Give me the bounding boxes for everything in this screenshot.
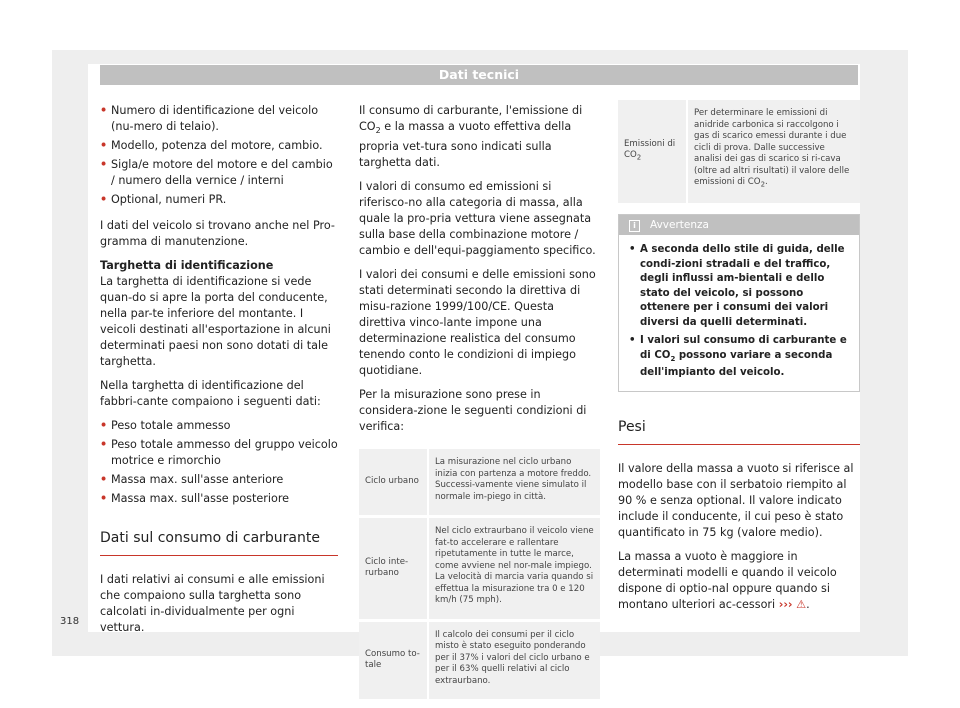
table-cell-text: Per determinare le emissioni di anidride carbonica si raccolgono i gas di scarico emessi durante i due cicli di prova. Dalle successive analisi dei gas di scarico si ri-cava (oltre ad altri risultati) il valore delle emissioni di $CO_2$. bbox=[688, 100, 860, 206]
table-cell-label: Ciclo inte-rurbano bbox=[359, 518, 429, 622]
warning-list bbox=[629, 243, 849, 381]
table-cell-label: Ciclo urbano bbox=[359, 449, 429, 518]
paragraph: I dati del veicolo si trovano anche nel Pro-gramma di manutenzione. bbox=[100, 219, 335, 248]
paragraph: La massa a vuoto è maggiore in determinati modelli e quando il veicolo dispone di optio-nal oppure quando si montano ulteriori ac-cessori ››› ⚠. bbox=[618, 549, 837, 611]
table-cell-label: Consumo to-tale bbox=[359, 622, 429, 703]
paragraph: Il valore della massa a vuoto si riferisce al modello base con il serbatoio riempito al 90 % e senza optional. Il valore indicato include il conducente, il cui peso è stato quantificato in 75 kg (valore medio). bbox=[618, 461, 854, 539]
warning-body bbox=[619, 235, 859, 391]
list-item: • Modello, potenza del motore, cambio. bbox=[100, 139, 323, 152]
vehicle-data-list bbox=[100, 103, 338, 208]
table-row bbox=[618, 100, 860, 206]
table-row bbox=[359, 622, 600, 703]
warning-header bbox=[619, 215, 859, 235]
paragraph: Nella targhetta di identificazione del fabbri-cante compaiono i seguenti dati: bbox=[100, 379, 321, 408]
page-number: 318 bbox=[60, 616, 80, 627]
paragraph: I valori dei consumi e delle emissioni sono stati determinati secondo la direttiva di misu-razione 1999/100/CE. Questa direttiva vinco-lante impone una determinazione realistica del consumo tenendo conto le condizioni di impiego quotidiane. bbox=[359, 268, 596, 378]
section-title-fuel-consumption: Dati sul consumo di carburante bbox=[100, 529, 338, 556]
list-item: • I valori sul consumo di carburante e di $CO_2$ possono variare a seconda dell'impianto del veicolo. bbox=[629, 335, 847, 379]
test-conditions-table bbox=[359, 449, 600, 702]
table-row bbox=[359, 518, 600, 622]
cross-reference-arrows[interactable]: ››› bbox=[778, 597, 793, 611]
warning-box bbox=[618, 214, 860, 392]
table-cell-text: La misurazione nel ciclo urbano inizia con partenza a motore freddo. Successi-vamente viene simulato il normale im-piego in città. bbox=[429, 449, 600, 518]
warning-triangle-icon: ⚠ bbox=[796, 597, 807, 611]
left-column bbox=[100, 103, 338, 644]
warning-title: Avvertenza bbox=[650, 219, 709, 232]
table-cell-text: Nel ciclo extraurbano il veicolo viene fat-to accelerare e rallentare ripetutamente in tutte le marce, come avviene nel nor-male impiego. La velocità di marcia varia quando si effettua la misurazione tra 0 e 120 km/h (75 mph). bbox=[429, 518, 600, 622]
table-row bbox=[359, 449, 600, 518]
paragraph: Per la misurazione sono prese in considera-zione le seguenti condizioni di verifica: bbox=[359, 388, 587, 434]
paragraph: I valori di consumo ed emissioni si riferisco-no alla categoria di massa, alla quale la pro-pria vettura viene assegnata sulla base della combinazione motore / cambio e dell'equi-paggiamento specifico. bbox=[359, 180, 596, 258]
right-column bbox=[618, 100, 860, 621]
middle-column bbox=[359, 103, 600, 702]
page-header-title: Dati tecnici bbox=[100, 65, 858, 85]
list-item: • Numero di identificazione del veicolo (nu-mero di telaio). bbox=[100, 104, 319, 133]
table-cell-text: Il calcolo dei consumi per il ciclo misto è stato eseguito ponderando per il 37% i valori del ciclo urbano e per il 63% quelli relativi al ciclo extraurbano. bbox=[429, 622, 600, 703]
subheading-identification-plate: Targhetta di identificazione bbox=[100, 259, 274, 272]
list-item: • Massa max. sull'asse anteriore bbox=[100, 473, 284, 486]
list-item: • Peso totale ammesso bbox=[100, 419, 231, 432]
list-item: • Sigla/e motore del motore e del cambio / numero della vernice / interni bbox=[100, 158, 333, 187]
plate-data-list bbox=[100, 418, 338, 507]
info-icon: i bbox=[629, 220, 640, 232]
list-item: • Massa max. sull'asse posteriore bbox=[100, 492, 290, 505]
list-item: • Optional, numeri PR. bbox=[100, 193, 227, 206]
table-cell-label: Emissioni di $CO_2$ bbox=[618, 100, 688, 206]
co2-table bbox=[618, 100, 860, 206]
paragraph: I dati relativi ai consumi e alle emissioni che compaiono sulla targhetta sono calcolati in-dividualmente per ogni vettura. bbox=[100, 573, 325, 634]
list-item: • Peso totale ammesso del gruppo veicolo motrice e rimorchio bbox=[100, 438, 338, 467]
paragraph: Il consumo di carburante, l'emissione di $CO_2$ e la massa a vuoto effettiva della propria vet-tura sono indicati sulla targhetta dati. bbox=[359, 104, 583, 170]
list-item: • A seconda dello stile di guida, delle condi-zioni stradali e del traffico, degli influssi am-bientali e dello stato del veicolo, si possono ottenere per i consumi dei valori diversi da quelli determinati. bbox=[629, 244, 845, 328]
paragraph: La targhetta di identificazione si vede quan-do si apre la porta del conducente, nella par-te inferiore del montante. I veicoli destinati all'esportazione in alcuni determinati paesi non sono dotati di tale targhetta. bbox=[100, 275, 331, 368]
section-title-weights: Pesi bbox=[618, 418, 860, 445]
